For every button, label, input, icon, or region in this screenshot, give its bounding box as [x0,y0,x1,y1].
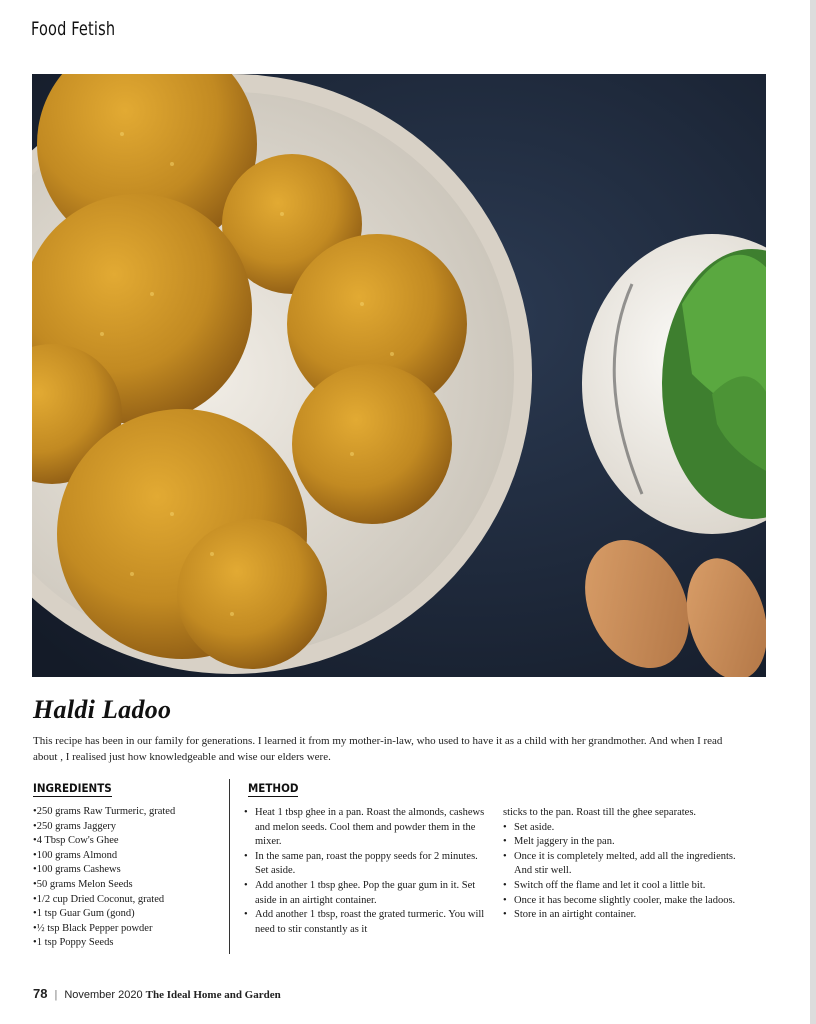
recipe-photo [32,74,766,677]
method-steps-column-2 [503,806,749,923]
list-item: • 1/2 cup Dried Coconut, grated [33,893,223,908]
list-item: • 250 grams Raw Turmeric, grated [33,805,223,820]
footer-separator: | [54,989,58,1001]
list-item: • 50 grams Melon Seeds [33,878,223,893]
method-step-text: Once it is completely melted, add all the ingredients. And stir well. [514,850,736,877]
ingredients-list [33,805,223,951]
method-step [503,879,749,894]
method-step [244,806,490,850]
column-divider [229,779,230,954]
method-step-text: Melt jaggery in the pan. [514,836,615,848]
method-step [503,894,749,909]
magazine-name: The Ideal Home and Garden [145,989,281,1001]
list-item: • 250 grams Jaggery [33,820,223,835]
list-item: • 1 tsp Guar Gum (gond) [33,907,223,922]
method-step [503,850,749,879]
section-title: Food Fetish [31,18,116,40]
list-item: • 4 Tbsp Cow's Ghee [33,834,223,849]
method-steps-column-1 [244,806,490,937]
method-step-text: Once it has become slightly cooler, make the ladoos. [514,894,736,906]
page-footer [33,986,281,1001]
recipe-intro: This recipe has been in our family for generations. I learned it from my mother-in-law, who used to have it as a child with her grandmother. And when I read about , I realised just how knowledgeable and wise our elders were. [33,735,723,763]
method-step-text: Set aside. [514,821,555,833]
method-step-text: Switch off the flame and let it cool a little bit. [514,879,706,891]
method-step [503,821,749,836]
method-heading: METHOD [248,781,299,795]
page-number: 78 [33,986,48,1001]
method-step-text: Add another 1 tbsp, roast the grated turmeric. You will need to stir constantly as it [255,909,485,935]
recipe-title: Haldi Ladoo [33,695,172,724]
list-item: • 100 grams Cashews [33,863,223,878]
method-step-continuation: sticks to the pan. Roast till the ghee separates. [503,807,697,818]
method-step [244,879,490,908]
method-step [244,908,490,937]
method-step [503,835,749,850]
issue-date: November 2020 [64,989,143,1001]
method-step [244,850,490,879]
list-item: • 1 tsp Poppy Seeds [33,936,223,951]
list-item: • ½ tsp Black Pepper powder [33,922,223,937]
method-step-text: Heat 1 tbsp ghee in a pan. Roast the almonds, cashews and melon seeds. Cool them and powder them in the mixer. [255,807,485,848]
ingredients-heading: INGREDIENTS [33,781,112,795]
method-step [503,908,749,923]
method-step-text: In the same pan, roast the poppy seeds for 2 minutes. Set aside. [255,850,478,877]
method-step-text: Store in an airtight container. [514,909,637,921]
list-item: • 100 grams Almond [33,849,223,864]
page-edge-scrollbar [810,0,816,1024]
method-step-text: Add another 1 tbsp ghee. Pop the guar gum in it. Set aside in an airtight container. [255,879,476,906]
